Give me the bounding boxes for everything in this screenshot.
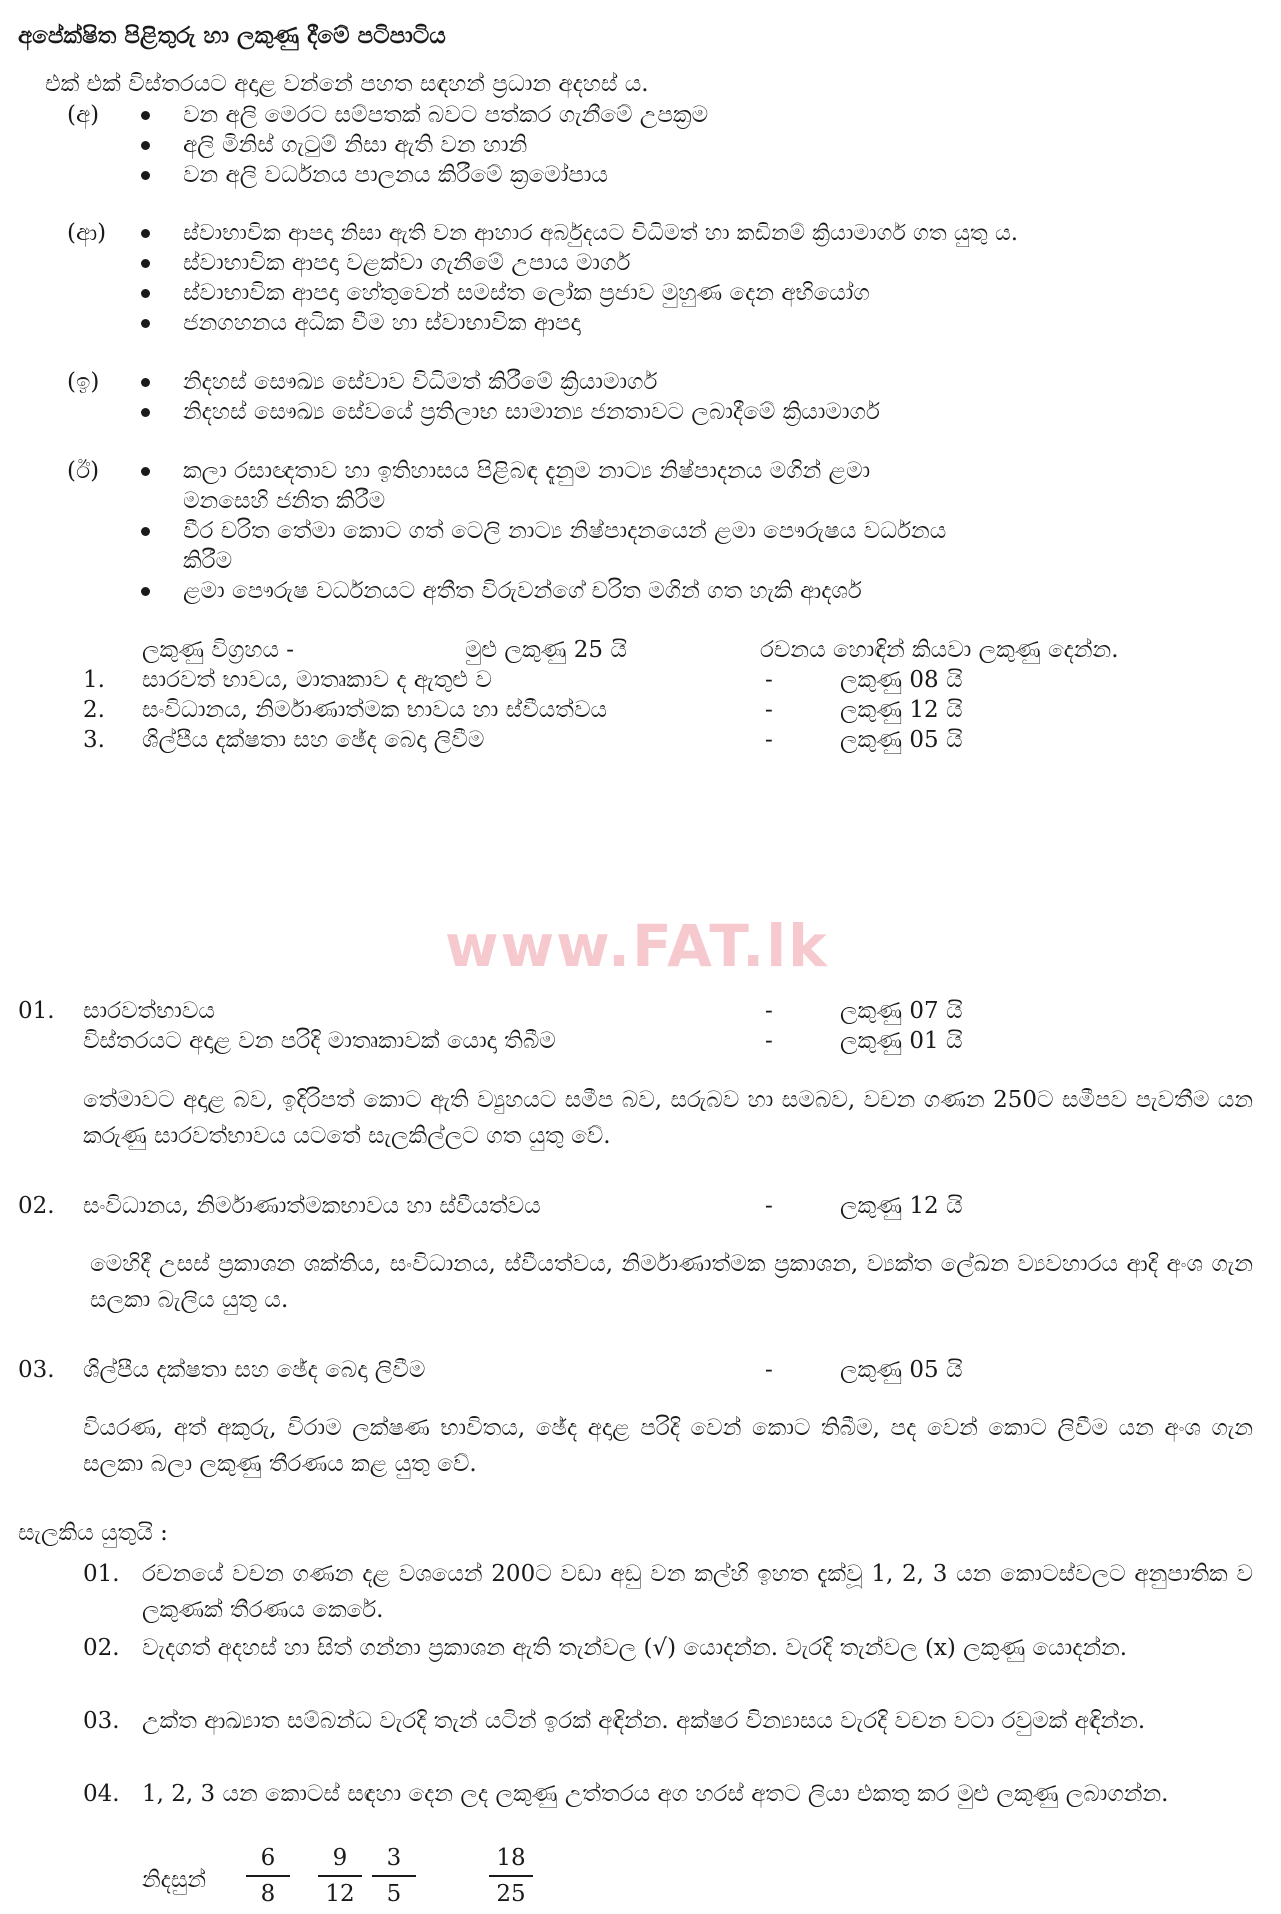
bullet-icon: [141, 259, 150, 268]
section-number: 02.: [18, 1193, 55, 1219]
list-item: ස්වාභාවික ආපදා හේතුවෙන් සමස්ත ලෝක ප්‍රජාව මුහුණ දෙන අභියෝග: [183, 280, 870, 306]
marks-row-number: 3.: [83, 727, 105, 753]
marks-row-text: සාරවත් භාවය, මාතෘකාව ද ඇතුළු ව: [142, 667, 492, 693]
section-dash: -: [765, 1193, 773, 1219]
marks-row-number: 1.: [83, 667, 105, 693]
example-label: නිදසුන්: [142, 1867, 207, 1893]
section-title: සාරවත්භාවය: [83, 998, 215, 1024]
list-item: නිදහස් සෞඛ්‍ය සේවයේ ප්‍රතිලාභ සාමාන්‍ය ජනතාවට ලබාදීමේ ක්‍රියාමාර්ග: [183, 399, 880, 425]
bullet-icon: [141, 587, 150, 596]
note-number: 04.: [83, 1781, 120, 1807]
fraction: [318, 1843, 362, 1909]
section-number: 01.: [18, 998, 55, 1024]
fraction-denominator: 25: [496, 1881, 526, 1907]
marks-total: මුළු ලකුණු 25 යි: [465, 637, 627, 663]
list-item: වන අලි මෙරට සම්පතක් බවට පත්කර ගැනීමේ උපක්‍රම: [183, 102, 709, 128]
marks-row-text: සංවිධානය, නිර්මාණාත්මක භාවය හා ස්වීයත්වය: [142, 697, 608, 723]
note-text: වැදගත් අදහස් හා සිත් ගන්නා ප්‍රකාශන ඇති තැන්වල (√) යොදන්න. වැරදි තැන්වල (x) ලකුණු යොදන්න.: [142, 1635, 1128, 1661]
marks-note: රචනය හොඳින් කියවා ලකුණු දෙන්න.: [760, 637, 1119, 663]
note-text: රචනයේ වචන ගණන දළ වශයෙන් 200ට වඩා අඩු වන කල්හි ඉහත දැක්වූ 1, 2, 3 යන කොටස්වලට අනුපාතික ව ලකුණක් තීරණය කෙරේ.: [142, 1561, 1253, 1623]
section-body: වියරණ, අත් අකුරු, විරාම ලක්ෂණ භාවිතය, ඡේද අදාළ පරිදි වෙන් කොට තිබීම, පද වෙන් කොට ලිවීම යන අංශ ගැන සලකා බලා ලකුණු තීරණය කළ යුතු වේ.: [83, 1415, 1253, 1477]
note-number: 02.: [83, 1635, 120, 1661]
marks-row-score: ලකුණු 05 යි: [840, 727, 963, 753]
fraction: [246, 1843, 290, 1909]
section-subtitle: විස්තරයට අදාළ වන පරිදි මාතෘකාවක් යොදා තිබීම: [83, 1028, 556, 1054]
group-label-i: (ඉ): [67, 369, 100, 395]
bullet-icon: [141, 527, 150, 536]
fraction-denominator: 5: [386, 1881, 402, 1907]
list-item: ස්වාභාවික ආපදා නිසා ඇති වන ආහාර අර්බුදයට විධිමත් හා කඩිනම් ක්‍රියාමාර්ග ගත යුතු ය.: [183, 220, 1018, 246]
section-body: මෙහිදී උසස් ප්‍රකාශන ශක්තිය, සංවිධානය, ස්වීයත්වය, නිර්මාණාත්මක ප්‍රකාශන, ව්‍යක්ත ලේඛන ව්‍යවහාරය ආදි අංශ ගැන සලකා බැලිය යුතු ය.: [90, 1251, 1253, 1313]
marks-row-number: 2.: [83, 697, 105, 723]
marks-row-dash: -: [765, 667, 773, 693]
list-item: වන අලි වර්ධනය පාලනය කිරීමේ ක්‍රමෝපාය: [183, 162, 608, 188]
fraction-denominator: 8: [260, 1881, 276, 1907]
fraction: [489, 1843, 533, 1909]
section-dash: -: [765, 1357, 773, 1383]
bullet-icon: [141, 141, 150, 150]
group-label-a: (අ): [67, 102, 100, 128]
section-number: 03.: [18, 1357, 55, 1383]
intro-text: එක් එක් විස්තරයට අදාළ වන්නේ පහත සඳහන් ප්‍රධාන අදහස් ය.: [45, 71, 649, 97]
note-text: උක්ත ආඛ්‍යාත සම්බන්ධ වැරදි තැන් යටින් ඉරක් අඳින්න. අක්ෂර වින්‍යාසය වැරදි වචන වටා රවුමක් අඳින්න.: [142, 1708, 1146, 1734]
group-label-ii: (ඊ): [67, 458, 100, 484]
bullet-icon: [141, 229, 150, 238]
note-number: 03.: [83, 1708, 120, 1734]
bullet-icon: [141, 467, 150, 476]
list-item: කලා රසාඥතාව හා ඉතිහාසය පිළිබඳ දැනුම නාට්‍ය නිෂ්පාදනය මගින් ළමා: [183, 458, 871, 484]
section-dash: -: [765, 998, 773, 1024]
bullet-icon: [141, 319, 150, 328]
fraction-numerator: 9: [318, 1843, 362, 1877]
fraction-numerator: 3: [372, 1843, 416, 1877]
marks-row-text: ශිල්පීය දක්ෂතා සහ ඡේද බෙදා ලිවීම: [142, 727, 485, 753]
marks-row-score: ලකුණු 08 යි: [840, 667, 963, 693]
section-score: ලකුණු 07 යි: [840, 998, 963, 1024]
note-number: 01.: [83, 1561, 120, 1587]
list-item: අලි මිනිස් ගැටුම් නිසා ඇති වන හානි: [183, 132, 528, 158]
list-item: නිදහස් සෞඛ්‍ය සේවාව විධිමත් කිරීමේ ක්‍රියාමාර්ග: [183, 369, 658, 395]
marks-heading: ලකුණු විග්‍රහය -: [142, 637, 295, 663]
group-label-aa: (ආ): [67, 220, 107, 246]
section-body: තේමාවට අදාළ බව, ඉදිරිපත් කොට ඇති ව්‍යුහයට සමීප බව, සරුබව හා සමබව, වචන ගණන 250ට සමීපව පැවතීම යන කරුණු සාරවත්භාවය යටතේ සැලකිල්ලට ගත යුතු වේ.: [83, 1087, 1253, 1149]
bullet-icon: [141, 171, 150, 180]
watermark-logo: www.FAT.lk: [445, 912, 829, 980]
bullet-icon: [141, 289, 150, 298]
section-score: ලකුණු 05 යි: [840, 1357, 963, 1383]
list-item-continuation: කිරීම: [183, 548, 233, 574]
section-title: සංවිධානය, නිර්මාණාත්මකභාවය හා ස්වීයත්වය: [83, 1193, 541, 1219]
section-subscore: ලකුණු 01 යි: [840, 1028, 963, 1054]
section-dash: -: [765, 1028, 773, 1054]
section-title: ශිල්පීය දක්ෂතා සහ ඡේද බෙදා ලිවීම: [83, 1357, 426, 1383]
bullet-icon: [141, 378, 150, 387]
fraction-numerator: 18: [489, 1843, 533, 1877]
fraction-denominator: 12: [325, 1881, 355, 1907]
marks-row-score: ලකුණු 12 යි: [840, 697, 963, 723]
list-item-continuation: මනසෙහි ජනිත කිරීම: [183, 488, 386, 514]
page-title: අපේක්ෂිත පිළිතුරු හා ලකුණු දීමේ පටිපාටිය: [18, 22, 446, 49]
notes-heading: සැලකිය යුතුයි :: [18, 1520, 168, 1546]
section-score: ලකුණු 12 යි: [840, 1193, 963, 1219]
bullet-icon: [141, 408, 150, 417]
marks-row-dash: -: [765, 697, 773, 723]
list-item: ජනගහනය අධික වීම හා ස්වාභාවික ආපදා: [183, 310, 581, 336]
bullet-icon: [141, 111, 150, 120]
list-item: වීර චරිත තේමා කොට ගත් ටෙලි නාට්‍ය නිෂ්පාදනයෙන් ළමා පෞරුෂය වර්ධනය: [183, 518, 947, 544]
fraction: [372, 1843, 416, 1909]
note-text: 1, 2, 3 යන කොටස් සඳහා දෙන ලද ලකුණු උත්තරය අග හරස් අතට ලියා එකතු කර මුළු ලකුණු ලබාගන්න.: [142, 1781, 1169, 1807]
marks-row-dash: -: [765, 727, 773, 753]
list-item: ළමා පෞරුෂ වර්ධනයට අතීත විරුවන්ගේ චරිත මගින් ගත හැකි ආදර්ශ: [183, 578, 862, 604]
fraction-numerator: 6: [246, 1843, 290, 1877]
list-item: ස්වාභාවික ආපදා වළක්වා ගැනීමේ උපාය මාර්ග: [183, 250, 631, 276]
